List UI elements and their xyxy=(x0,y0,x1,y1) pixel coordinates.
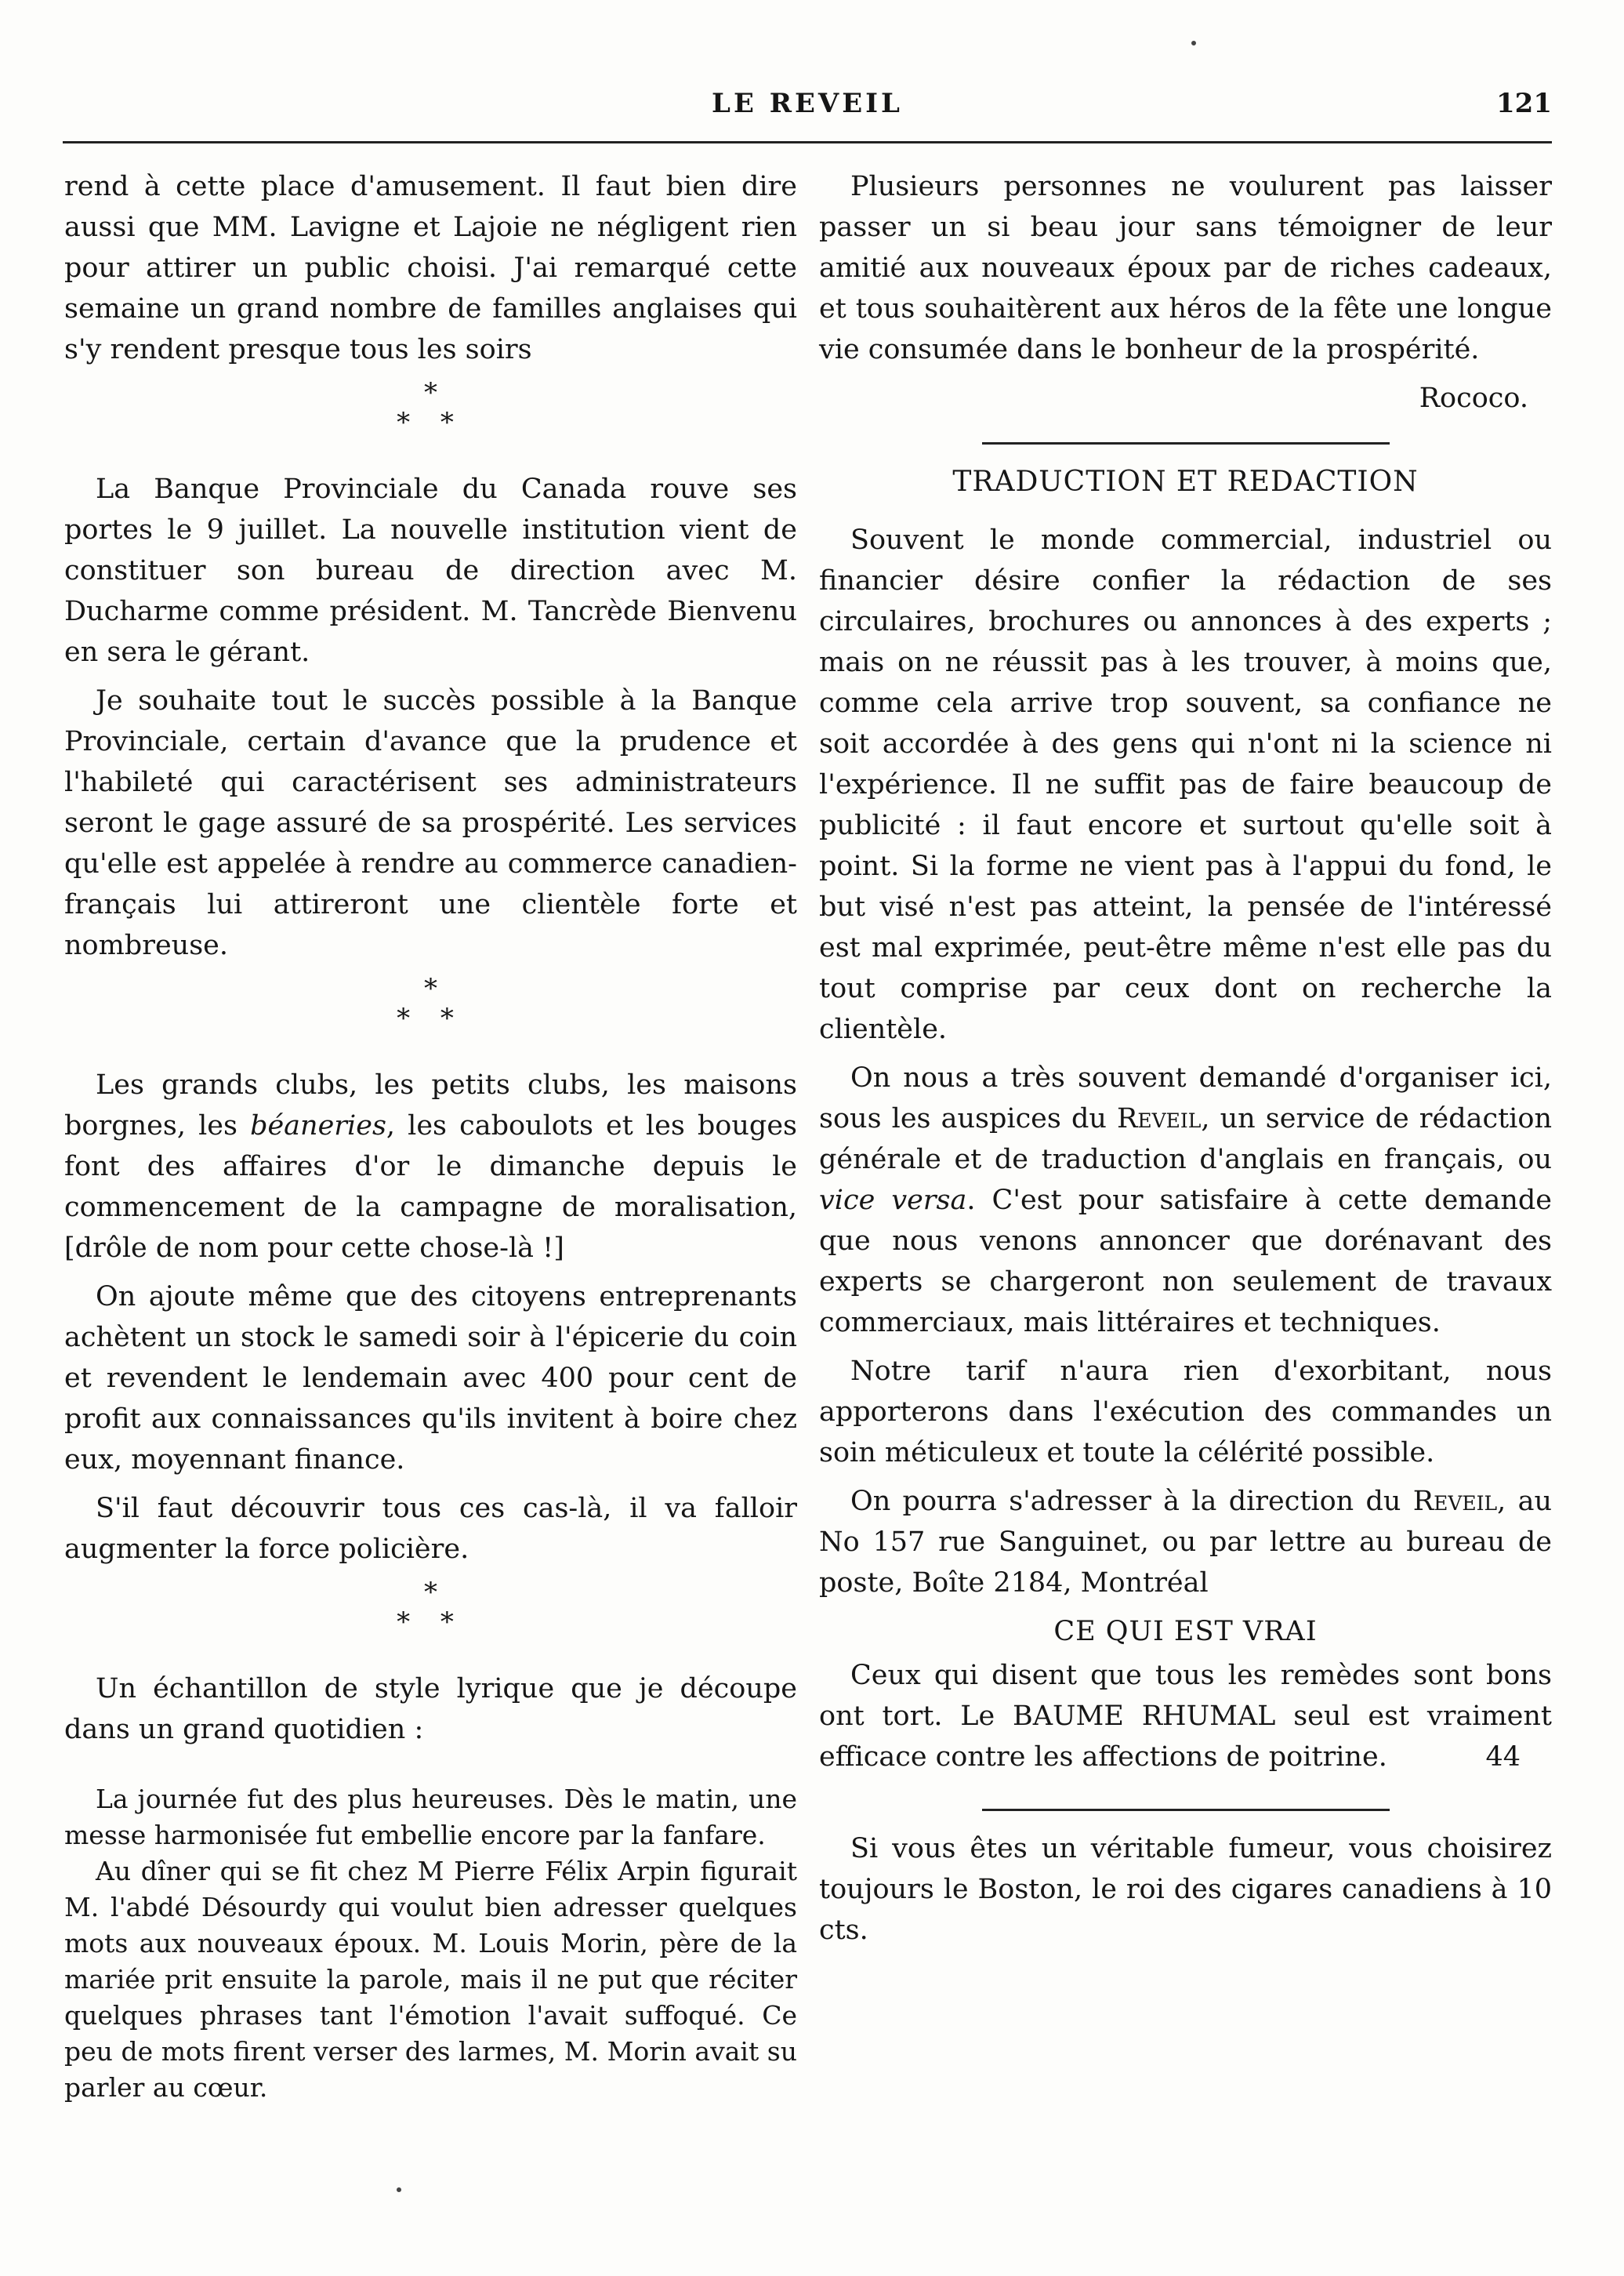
ad-number: 44 xyxy=(1485,1741,1521,1773)
asterism-top: * xyxy=(424,1577,437,1608)
running-head xyxy=(63,88,1552,127)
asterism-divider xyxy=(64,974,797,1033)
print-speck xyxy=(397,2187,401,2192)
text-run: On nous a très souvent demandé d'organiser ici, sous les auspices du xyxy=(819,1062,1552,1134)
paragraph xyxy=(819,1481,1552,1603)
text-run: . C'est pour satisfaire à cette demande que nous venons annoncer que dorénavant des experts se chargeront non seulement de travaux commerciaux, mais littéraires et techniques. xyxy=(819,1185,1552,1338)
paragraph: Plusieurs personnes ne voulurent pas laisser passer un si beau jour sans témoigner de leur amitié aux nouveaux époux par de riches cadeaux, et tous souhaitèrent aux héros de la fête une longue vie consumée dans le bonheur de la prospérité. xyxy=(819,171,1552,365)
section-heading: TRADUCTION ET REDACTION xyxy=(952,466,1419,498)
asterism-top: * xyxy=(424,377,437,408)
journal-title: LE REVEIL xyxy=(712,88,903,119)
quote-paragraph: Au dîner qui se fit chez M Pierre Félix Arpin figurait M. l'abdé Désourdy qui voulut bien adresser quelques mots aux nouveaux époux. M. Louis Morin, père de la mariée prit ensuite la parole, mais il ne put que réciter quelques phrases tant l'émotion l'avait suffoqué. Ce peu de mots firent verser des larmes, M. Morin avait su parler au cœur. xyxy=(64,1856,797,2103)
paragraph: Souvent le monde commercial, industriel ou financier désire confier la rédaction de ses circulaires, brochures ou annonces à des experts ; mais on ne réussit pas à les trouver, à moins que, comme cela arrive trop souvent, sa confiance ne soit accordée à des gens qui n'ont ni la science ni l'expérience. Il ne suffit pas de faire beaucoup de publicité : il faut encore et surtout qu'elle soit à point. Si la forme ne vient pas à l'appui du fond, le but visé n'est pas atteint, la pensée de l'intéressé est mal exprimée, peut-être même n'est elle pas du tout comprise par ceux dont on recherche la clientèle. xyxy=(819,525,1552,1045)
ad-heading: CE QUI EST VRAI xyxy=(1053,1616,1318,1647)
text-run: , au No 157 rue Sanguinet, ou par lettre au bureau de poste, Boîte 2184, Montréal xyxy=(819,1486,1552,1599)
asterism-bottom: * * xyxy=(397,1606,465,1638)
paragraph: S'il faut découvrir tous ces cas-là, il va falloir augmenter la force policière. xyxy=(64,1493,797,1565)
print-speck xyxy=(1191,41,1196,45)
text-run: , les caboulots et les bouges font des affaires d'or le dimanche depuis le commencement de la campagne de moralisation, [drôle de nom pour cette chose-là !] xyxy=(64,1110,797,1264)
quote-paragraph: La journée fut des plus heureuses. Dès le matin, une messe harmonisée fut embellie encore par la fanfare. xyxy=(64,1784,797,1850)
asterism-bottom: * * xyxy=(397,407,465,438)
ad-paragraph xyxy=(819,1655,1552,1777)
quoted-excerpt xyxy=(64,1781,797,2106)
paragraph: rend à cette place d'amusement. Il faut bien dire aussi que MM. Lavigne et Lajoie ne négligent rien pour attirer un public choisi. J'ai remarqué cette semaine un grand nombre de familles anglaises qui s'y rendent presque tous les soirs xyxy=(64,171,797,365)
ad-paragraph: Si vous êtes un véritable fumeur, vous choisirez toujours le Boston, le roi des cigares canadiens à 10 cts. xyxy=(819,1833,1552,1946)
signature: Rococo. xyxy=(1419,383,1528,414)
left-column xyxy=(64,166,797,2106)
asterism-divider xyxy=(64,1577,797,1637)
paragraph: Je souhaite tout le succès possible à la Banque Provinciale, certain d'avance que la prudence et l'habileté qui caractérisent ses administrateurs seront le gage assuré de sa prospérité. Les services qu'elle est appelée à rendre au commerce canadien-français lui attireront une clientèle forte et nombreuse. xyxy=(64,685,797,961)
right-column xyxy=(819,166,1552,1958)
paragraph xyxy=(64,1065,797,1269)
asterism-bottom: * * xyxy=(397,1003,465,1034)
text-run: On pourra s'adresser à la direction du xyxy=(850,1486,1413,1517)
paragraph: La Banque Provinciale du Canada rouve ses portes le 9 juillet. La nouvelle institution vient de constituer son bureau de direction avec M. Ducharme comme président. M. Tancrède Bienvenu en sera le gérant. xyxy=(64,474,797,668)
small-caps-text: Reveil xyxy=(1117,1103,1202,1134)
asterism-top: * xyxy=(424,973,437,1004)
italic-text: béaneries xyxy=(250,1110,386,1142)
header-rule xyxy=(63,141,1552,143)
text-run: Les grands clubs, les petits clubs, les maisons borgnes, les xyxy=(64,1069,797,1142)
text-run: , un service de rédaction générale et de traduction d'anglais en français, ou xyxy=(819,1103,1552,1175)
asterism-divider xyxy=(64,378,797,437)
page-number: 121 xyxy=(1496,88,1552,119)
section-rule xyxy=(982,1809,1390,1811)
small-caps-text: Reveil xyxy=(1412,1486,1498,1517)
paragraph: Notre tarif n'aura rien d'exorbitant, nous apporterons dans l'exécution des commandes un soin méticuleux et toute la célérité possible. xyxy=(819,1356,1552,1468)
italic-text: vice versa xyxy=(819,1185,967,1216)
paragraph: On ajoute même que des citoyens entreprenants achètent un stock le samedi soir à l'épicerie du coin et revendent le lendemain avec 400 pour cent de profit aux connaissances qu'ils invitent à boire chez eux, moyennant finance. xyxy=(64,1281,797,1476)
paragraph xyxy=(819,1058,1552,1343)
paragraph: Un échantillon de style lyrique que je découpe dans un grand quotidien : xyxy=(64,1673,797,1745)
section-rule xyxy=(982,442,1390,445)
ad-text: Ceux qui disent que tous les remèdes sont bons ont tort. Le BAUME RHUMAL seul est vraiment efficace contre les affections de poitrine. xyxy=(819,1660,1552,1773)
